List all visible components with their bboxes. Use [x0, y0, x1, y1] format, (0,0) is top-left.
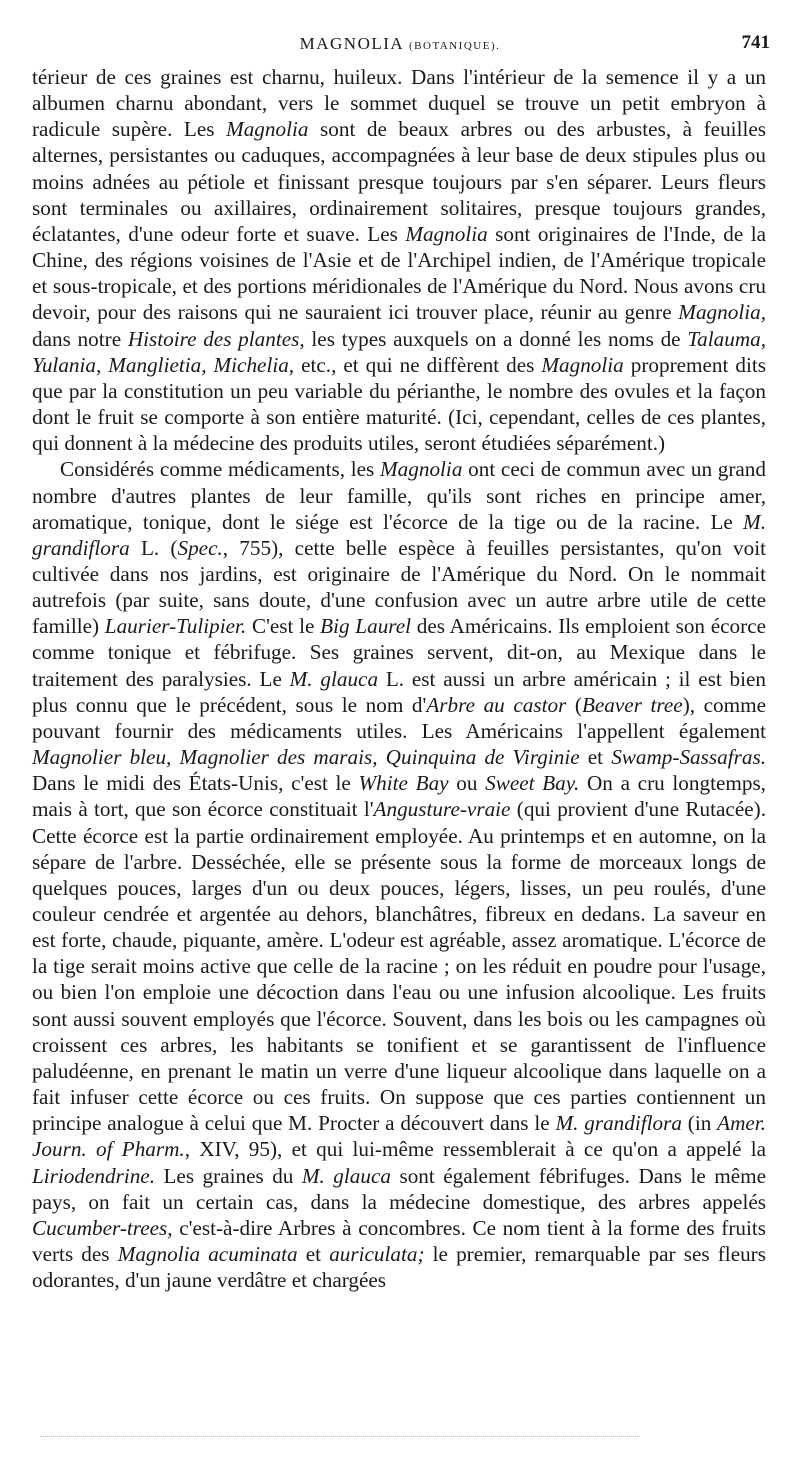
- text-run: C'est le: [246, 614, 321, 639]
- italic-run: M. glauca: [289, 666, 379, 691]
- italic-run: Swamp-Sassafras.: [611, 745, 766, 770]
- italic-run: M. grandiflora: [555, 1111, 682, 1136]
- text-run: ont ceci de commun avec un grand nombre d'autres plantes de leur famille, qu'ils sont riches en principe amer, aromatique, tonique, dont le siége est l'écorce de la tige ou de la racine. Le: [32, 457, 766, 534]
- text-run: et: [297, 1242, 330, 1267]
- text-run: térieur de ces graines est charnu, huileux. Dans l'intérieur de la semence il y a un albumen charnu abondant, vers le sommet duquel se trouve un petit embryon à radicule supère. Les: [32, 65, 766, 142]
- text-run: L. est aussi un arbre américain ; il est bien plus connu que le précédent, sous le nom d': [32, 666, 766, 717]
- page-number: 741: [741, 32, 770, 53]
- running-title: MAGNOLIA: [299, 34, 404, 53]
- italic-run: Angusture-vraie: [373, 797, 511, 822]
- italic-run: Big Laurel: [320, 614, 412, 639]
- text-run: sont de beaux arbres ou des arbustes, à feuilles alternes, persistantes ou caduques, accompagnées à leur base de deux stipules plus ou moins adnées au pétiole et finissant presque toujours par s'en séparer. Leurs fleurs sont terminales ou axillaires, ordinairement solitaires, presque toujours grandes, éclatantes, d'une odeur forte et suave. Les: [32, 117, 766, 246]
- text-run: etc., et qui ne diffèrent des: [294, 352, 542, 377]
- text-run: des Américains. Ils emploient son écorce comme tonique et fébrifuge. Ses graines servent, dit-on, au Mexique dans le traitement des paralysies. Le: [32, 614, 766, 691]
- text-run: Dans le midi des États-Unis, c'est le: [32, 771, 359, 796]
- running-head: [0, 30, 800, 60]
- text-run: Considérés comme médicaments, les: [60, 457, 381, 482]
- text-run: (qui provient d'une Rutacée). Cette écorce est la partie ordinairement employée. Au printemps et en automne, on la sépare de l'arbre. Desséchée, elle se présente sous la forme de morceaux longs de quelques pouces, larges d'un ou deux pouces, légers, lisses, un peu roulés, d'une couleur cendrée et argentée au dehors, blanchâtres, fibreux en dedans. La saveur en est forte, chaude, piquante, amère. L'odeur est agréable, assez aromatique. L'écorce de la tige serait moins active que celle de la racine ; on les réduit en poudre pour l'usage, ou bien l'on emploie une décoction dans l'eau ou une infusion alcoolique. Les fruits sont aussi souvent employés que l'écorce. Souvent, dans les bois ou les campagnes où croissent ces arbres, les habitants se tonifient et se garantissent de l'influence paludéenne, en prenant le matin un verre d'une liqueur alcoolique dans laquelle on a fait infuser cette écorce ou ces fruits. On suppose que ces parties contiennent un principe analogue à celui que M. Procter a découvert dans le: [32, 797, 766, 1136]
- text-run: ou: [448, 771, 486, 796]
- text-run: , 755), cette belle espèce à feuilles persistantes, qu'on voit cultivée dans nos jardins, est originaire de l'Amérique du Nord. On le nommait autrefois (par suite, sans doute, d'une confusion avec un autre arbre utile de cette famille): [32, 535, 766, 639]
- paragraph-1: [32, 64, 766, 456]
- italic-run: Magnolia: [226, 117, 309, 142]
- italic-run: Liriodendrine.: [32, 1163, 156, 1188]
- paragraph-2: [32, 456, 766, 1293]
- italic-run: Laurier-Tulipier.: [104, 614, 247, 639]
- text-run: (: [566, 692, 582, 717]
- italic-run: M. grandiflora: [32, 509, 766, 560]
- text-run: sont également fébrifuges. Dans le même pays, on fait un certain cas, dans la médecine domestique, des arbres appelés: [32, 1163, 766, 1214]
- text-run: L. (: [129, 535, 178, 560]
- italic-run: auriculata;: [329, 1242, 425, 1267]
- text-run: proprement dits que par la constitution un peu variable du périanthe, le nombre des ovules et la façon dont le fruit se comporte à son entière maturité. (Ici, cependant, celles de ces plantes, qui donnent à la médecine des produits utiles, seront étudiées séparément.): [32, 352, 767, 456]
- text-run: ), comme pouvant fournir des médicaments utiles. Les Américains l'appellent également: [32, 692, 766, 743]
- running-subtitle: (BOTANIQUE).: [409, 40, 501, 52]
- text-run: c'est-à-dire Arbres à concombres. Ce nom tient à la forme des fruits verts des: [32, 1215, 766, 1267]
- text-run: les types auxquels on a donné les noms de: [304, 326, 688, 351]
- italic-run: Cucumber-trees,: [32, 1215, 173, 1240]
- italic-run: Magnolia: [380, 457, 463, 482]
- italic-run: Sweet Bay.: [485, 771, 580, 796]
- italic-run: Magnolier bleu, Magnolier des marais, Quinquina de Virginie: [32, 745, 580, 770]
- italic-run: M. glauca: [301, 1163, 391, 1188]
- text-run: dans notre: [32, 326, 128, 351]
- body-text: [32, 64, 766, 1293]
- text-run: , XIV, 95), et qui lui-même ressemblerait à ce qu'on a appelé la: [184, 1137, 766, 1162]
- italic-run: Magnolia: [541, 352, 624, 377]
- page-title: [0, 34, 800, 54]
- footer-rule: [40, 1436, 640, 1439]
- italic-run: Magnolia,: [678, 300, 766, 325]
- italic-run: Magnolia acuminata: [117, 1242, 298, 1267]
- italic-run: Histoire des plantes,: [127, 326, 305, 351]
- text-run: On a cru longtemps, mais à tort, que son écorce constituait l': [32, 771, 766, 822]
- text-run: Les graines du: [155, 1163, 302, 1188]
- italic-run: White Bay: [358, 771, 449, 796]
- italic-run: Arbre au castor: [426, 692, 567, 717]
- text-run: et: [579, 745, 612, 770]
- italic-run: Beaver tree: [581, 692, 683, 717]
- text-run: (in: [681, 1111, 718, 1136]
- italic-run: Magnolia: [405, 221, 488, 246]
- text-run: sont originaires de l'Inde, de la Chine, des régions voisines de l'Asie et de l'Archipel indien, de l'Amérique tropicale et sous-tropicale, et des portions méridionales de l'Amérique du Nord. Nous avons cru devoir, pour des raisons qui ne sauraient ici trouver place, réunir au genre: [32, 221, 767, 325]
- italic-run: Talauma, Yulania, Manglietia, Michelia,: [32, 326, 767, 377]
- italic-run: Spec.: [177, 535, 223, 560]
- text-run: le premier, remarquable par ses fleurs odorantes, d'un jaune verdâtre et chargées: [32, 1242, 766, 1293]
- italic-run: Amer. Journ. of Pharm.: [32, 1111, 766, 1162]
